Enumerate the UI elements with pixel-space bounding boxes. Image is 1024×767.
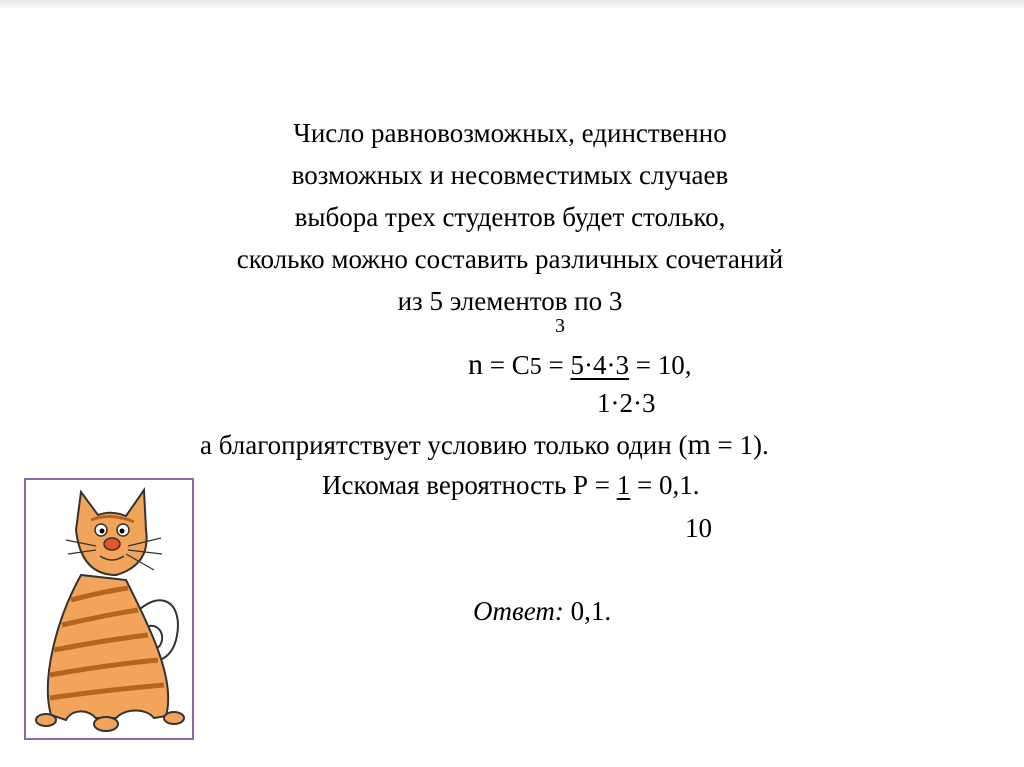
cat-illustration <box>26 480 192 738</box>
probability-result: = 0,1. <box>630 470 700 500</box>
problem-text <box>150 112 870 322</box>
probability-numerator: 1 <box>616 470 631 500</box>
formula-superscript: 3 <box>555 315 565 337</box>
text-line: выбора трех студентов будет столько, <box>294 202 726 232</box>
cat-illustration-frame <box>24 478 194 740</box>
formula-eq2: = <box>541 350 571 380</box>
probability-denominator: 10 <box>685 513 712 543</box>
slide-top-edge <box>0 0 1024 10</box>
formula-n: n <box>468 348 483 381</box>
probability-text: Искомая вероятность Р = <box>322 470 617 500</box>
probability-line <box>322 470 700 501</box>
formula-subscript: 5 <box>529 354 542 380</box>
formula-eq1: = C <box>483 350 530 380</box>
answer-label: Ответ: <box>473 596 564 626</box>
text-line: возможных и несовместимых случаев <box>291 160 729 190</box>
formula-denominator: 1·2·3 <box>597 388 656 418</box>
combination-formula <box>468 348 691 382</box>
condition-post: = 1). <box>710 430 769 460</box>
condition-pre: а благоприятствует условию только один ( <box>200 430 688 460</box>
condition-m: m <box>687 428 711 461</box>
answer-value: 0,1. <box>563 596 612 626</box>
text-line: Число равновозможных, единственно <box>293 118 727 148</box>
formula-numerator: 5·4·3 <box>570 350 629 380</box>
text-line: сколько можно составить различных сочетаний <box>236 244 784 274</box>
formula-result: = 10, <box>628 350 692 380</box>
condition-line <box>200 428 769 462</box>
text-line: из 5 элементов по 3 <box>397 286 623 316</box>
answer-line <box>473 596 611 627</box>
